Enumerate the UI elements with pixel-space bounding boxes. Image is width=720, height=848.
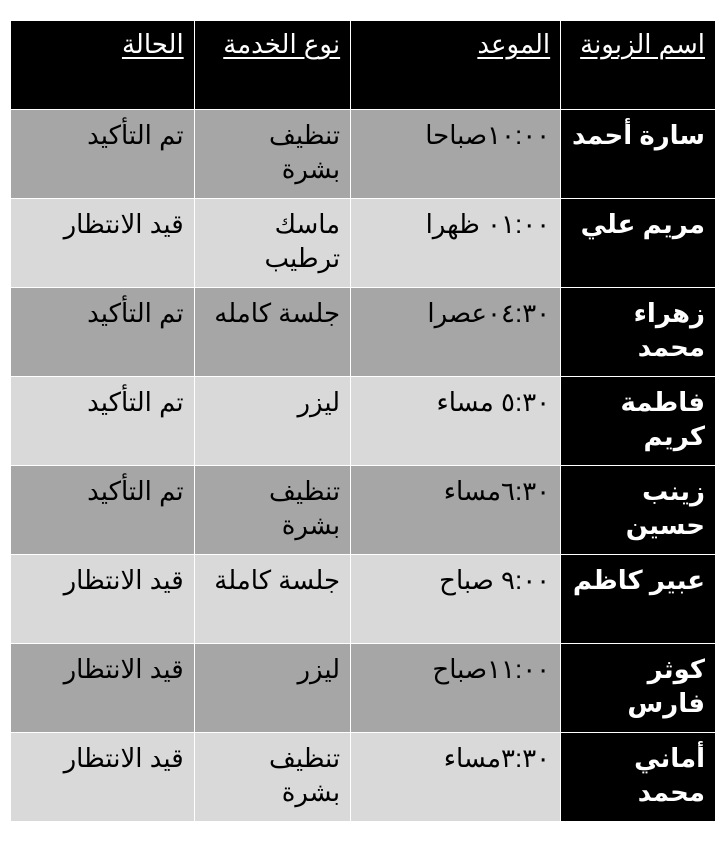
table-row: [11, 199, 716, 288]
appointment-time-cell: ١٠:٠٠صباحا: [351, 110, 561, 199]
status-cell: تم التأكيد: [11, 377, 195, 466]
status-cell: قيد الانتظار: [11, 199, 195, 288]
header-row: [11, 21, 716, 110]
header-appointment-time-label: الموعد: [477, 29, 551, 59]
appointment-time-cell: ٦:٣٠مساء: [351, 466, 561, 555]
appointment-time-cell: ٠١:٠٠ ظهرا: [351, 199, 561, 288]
appointment-time-cell: ٠٤:٣٠عصرا: [351, 288, 561, 377]
service-type-cell: تنظيف بشرة: [194, 466, 350, 555]
customer-name-cell: فاطمة كريم: [561, 377, 716, 466]
customer-name-cell: زهراء محمد: [561, 288, 716, 377]
table-row: [11, 555, 716, 644]
header-service-type-label: نوع الخدمة: [223, 29, 341, 59]
table-row: [11, 288, 716, 377]
status-cell: قيد الانتظار: [11, 555, 195, 644]
service-type-cell: تنظيف بشرة: [194, 110, 350, 199]
status-cell: تم التأكيد: [11, 466, 195, 555]
table-row: [11, 466, 716, 555]
service-type-cell: ماسك ترطيب: [194, 199, 350, 288]
table-row: [11, 377, 716, 466]
service-type-cell: جلسة كامله: [194, 288, 350, 377]
service-type-cell: تنظيف بشرة: [194, 733, 350, 822]
header-customer-name: [561, 21, 716, 110]
customer-name-cell: سارة أحمد: [561, 110, 716, 199]
customer-name-cell: زينب حسين: [561, 466, 716, 555]
appointments-table: [10, 20, 716, 822]
header-customer-name-label: اسم الزبونة: [580, 29, 705, 59]
status-cell: قيد الانتظار: [11, 733, 195, 822]
table-row: [11, 733, 716, 822]
appointment-time-cell: ٥:٣٠ مساء: [351, 377, 561, 466]
table-body: [11, 110, 716, 822]
status-cell: قيد الانتظار: [11, 644, 195, 733]
customer-name-cell: عبير كاظم: [561, 555, 716, 644]
customer-name-cell: مريم علي: [561, 199, 716, 288]
table-row: [11, 110, 716, 199]
service-type-cell: ليزر: [194, 377, 350, 466]
appointment-time-cell: ٣:٣٠مساء: [351, 733, 561, 822]
appointment-time-cell: ٩:٠٠ صباح: [351, 555, 561, 644]
service-type-cell: جلسة كاملة: [194, 555, 350, 644]
header-service-type: [194, 21, 350, 110]
header-status: [11, 21, 195, 110]
customer-name-cell: كوثر فارس: [561, 644, 716, 733]
appointment-time-cell: ١١:٠٠صباح: [351, 644, 561, 733]
table-row: [11, 644, 716, 733]
status-cell: تم التأكيد: [11, 288, 195, 377]
header-appointment-time: [351, 21, 561, 110]
table-header: [11, 21, 716, 110]
customer-name-cell: أماني محمد: [561, 733, 716, 822]
service-type-cell: ليزر: [194, 644, 350, 733]
header-status-label: الحالة: [121, 29, 184, 59]
status-cell: تم التأكيد: [11, 110, 195, 199]
